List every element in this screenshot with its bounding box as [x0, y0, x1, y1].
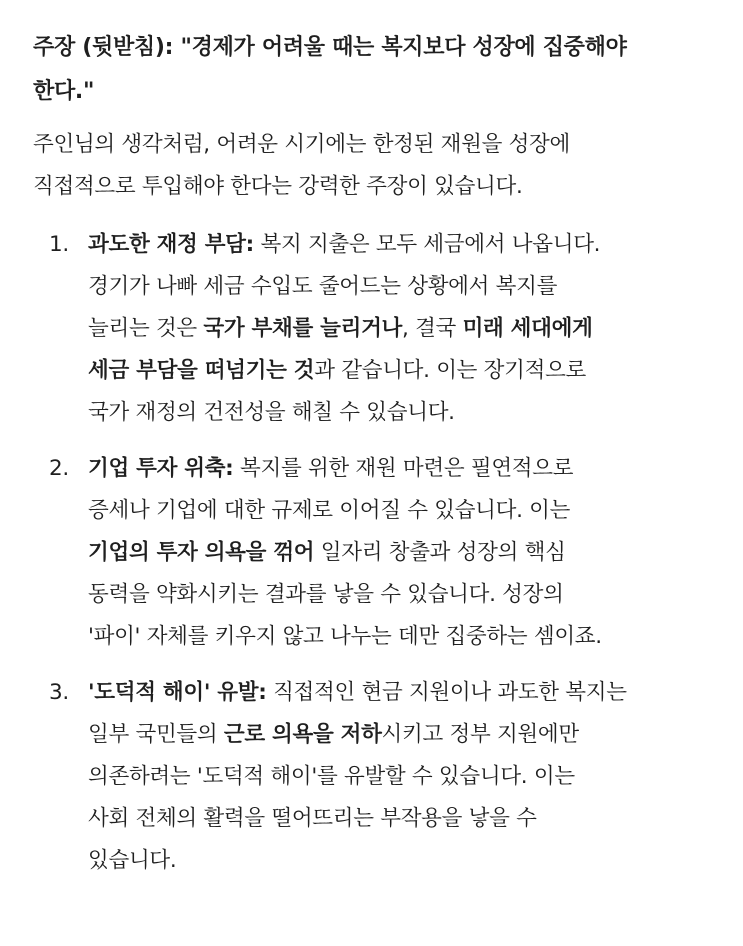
- list-item-text: 경기가 나빠 세금 수입도 줄어드는 상황에서 복지를: [88, 274, 558, 299]
- list-item-number: 3.: [49, 680, 69, 705]
- list-item-text: 동력을 약화시키는 결과를 낳을 수 있습니다. 성장의: [88, 582, 564, 607]
- list-item-emphasis: 근로 의욕을 저하: [223, 722, 382, 747]
- intro-paragraph: [33, 124, 723, 208]
- list-item-title: 과도한 재정 부담:: [88, 232, 254, 257]
- list-item-text: , 결국: [402, 316, 463, 341]
- list-item-text: 일자리 창출과 성장의 핵심: [314, 540, 566, 565]
- list-item-text: 의존하려는 '도덕적 해이'를 유발할 수 있습니다. 이는: [88, 764, 575, 789]
- list-item-emphasis: 기업의 투자 의욕을 꺾어: [88, 540, 315, 565]
- claim-heading-line-1: 주장 (뒷받침): "경제가 어려울 때는 복지보다 성장에 집중해야: [33, 35, 627, 60]
- list-item-text: 직접적인 현금 지원이나 과도한 복지는: [266, 680, 627, 705]
- list-item-text: 과 같습니다. 이는 장기적으로: [314, 358, 587, 383]
- list-item-text: 늘리는 것은: [88, 316, 204, 341]
- intro-line-2: 직접적으로 투입해야 한다는 강력한 주장이 있습니다.: [33, 174, 523, 199]
- list-item-emphasis: 미래 세대에게: [462, 316, 593, 341]
- list-item-text: '파이' 자체를 키우지 않고 나누는 데만 집중하는 셈이죠.: [88, 624, 602, 649]
- argument-list: [33, 224, 723, 882]
- intro-line-1: 주인님의 생각처럼, 어려운 시기에는 한정된 재원을 성장에: [33, 132, 570, 157]
- list-item-text: 국가 재정의 건전성을 해칠 수 있습니다.: [88, 400, 455, 425]
- list-item-text: 복지 지출은 모두 세금에서 나옵니다.: [253, 232, 601, 257]
- list-item-text: 시키고 정부 지원에만: [381, 722, 579, 747]
- list-item-number: 2.: [49, 456, 69, 481]
- list-item-text: 사회 전체의 활력을 떨어뜨리는 부작용을 낳을 수: [88, 806, 537, 831]
- list-item-investment-shrink: [33, 448, 723, 658]
- list-item-text: 복지를 위한 재원 마련은 필연적으로: [233, 456, 574, 481]
- claim-heading-line-2: 한다.": [33, 79, 95, 104]
- list-item-emphasis: 세금 부담을 떠넘기는 것: [88, 358, 315, 383]
- claim-heading: [33, 26, 723, 114]
- list-item-title: 기업 투자 위축:: [88, 456, 234, 481]
- list-item-title: '도덕적 해이' 유발:: [88, 680, 267, 705]
- list-item-number: 1.: [49, 232, 69, 257]
- list-item-emphasis: 국가 부채를 늘리거나: [203, 316, 403, 341]
- list-item-text: 있습니다.: [88, 848, 177, 873]
- list-item-text: 증세나 기업에 대한 규제로 이어질 수 있습니다. 이는: [88, 498, 571, 523]
- list-item-fiscal-burden: [33, 224, 723, 434]
- list-item-text: 일부 국민들의: [88, 722, 224, 747]
- list-item-moral-hazard: [33, 672, 723, 882]
